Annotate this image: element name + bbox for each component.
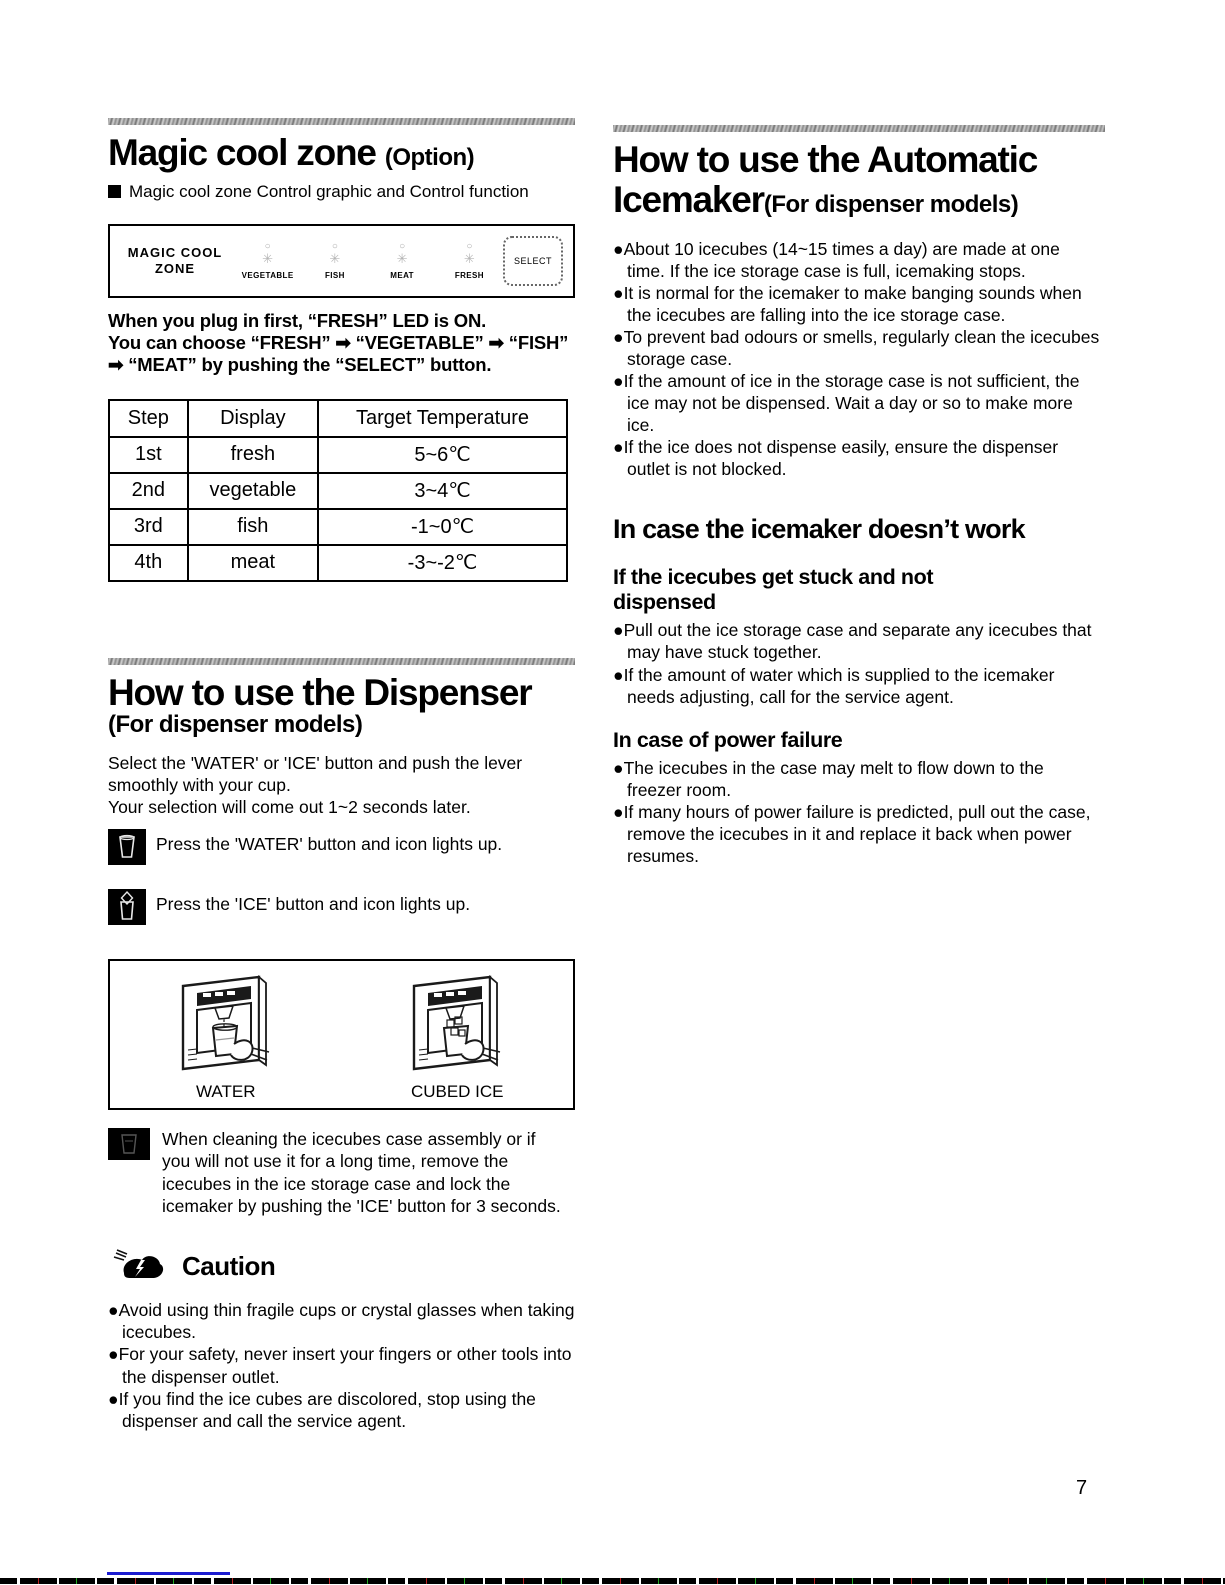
cell-temp: 5~6℃	[318, 437, 567, 473]
stuck-icecubes-title: If the icecubes get stuck and not dispensed	[613, 565, 934, 614]
ice-button-icon	[108, 889, 146, 925]
bottom-dashed-rule	[0, 1578, 1225, 1584]
col-header-display: Display	[188, 400, 318, 437]
cell-step: 3rd	[109, 509, 188, 545]
icemaker-bullet: ●If the ice does not dispense easily, ensure the dispenser outlet is not blocked.	[613, 437, 1059, 480]
water-instruction-row	[108, 829, 575, 865]
led-icon: ○	[399, 241, 406, 253]
vegetable-icon: ✳	[262, 251, 274, 267]
caution-bullet: ●Avoid using thin fragile cups or crystal glasses when taking icecubes.	[108, 1300, 575, 1343]
cleaning-note	[108, 1128, 575, 1218]
caution-bullet: ●For your safety, never insert your fingers or other tools into the dispenser outlet.	[108, 1344, 572, 1387]
icemaker-bullet: ●It is normal for the icemaker to make banging sounds when the icecubes are falling into the ice storage case.	[613, 283, 1082, 326]
cell-step: 2nd	[109, 473, 188, 509]
cell-step: 1st	[109, 437, 188, 473]
cell-display: fresh	[188, 437, 318, 473]
caution-hand-icon	[108, 1247, 166, 1285]
water-dispenser-illustration	[131, 972, 321, 1102]
zone-indicator-meat	[369, 242, 436, 279]
caution-header	[108, 1247, 575, 1285]
cleaning-note-text: When cleaning the icecubes case assembly or if you will not use it for a long time, remove the icecubes in the ice storage case and lock the icemaker by pushing the 'ICE' button for 3 seconds.	[162, 1128, 561, 1216]
square-bullet-icon	[108, 185, 121, 198]
col-header-target-temperature: Target Temperature	[318, 400, 567, 437]
magic-cool-zone-title-text: Magic cool zone	[108, 132, 376, 173]
cell-display: fish	[188, 509, 318, 545]
plug-in-instructions	[108, 310, 575, 377]
zone-indicator-vegetable	[234, 242, 301, 279]
plug-line-3: ➡ “MEAT” by pushing the “SELECT” button.	[108, 354, 492, 376]
led-icon: ○	[331, 241, 338, 253]
cell-temp: 3~4℃	[318, 473, 567, 509]
plug-line-2: You can choose “FRESH” ➡ “VEGETABLE” ➡ “FISH”	[108, 332, 569, 354]
section-divider	[108, 118, 575, 125]
caution-bullet: ●If you find the ice cubes are discolored, stop using the dispenser and call the service agent.	[108, 1388, 536, 1431]
led-icon: ○	[264, 241, 271, 253]
zone-label: MEAT	[390, 270, 414, 280]
blue-underline	[107, 1572, 230, 1575]
table-row	[109, 545, 567, 581]
meat-icon: ✳	[396, 251, 408, 267]
zone-indicator-fresh	[436, 242, 503, 279]
select-button: SELECT	[503, 236, 563, 286]
temperature-table	[108, 399, 568, 582]
cell-display: meat	[188, 545, 318, 581]
water-button-icon	[108, 829, 146, 865]
caution-title: Caution	[182, 1250, 276, 1281]
zone-label: FRESH	[454, 270, 484, 280]
panel-brand-line1: MAGIC COOL	[127, 244, 223, 260]
magic-cool-zone-title	[108, 133, 575, 173]
plug-line-1: When you plug in first, “FRESH” LED is ON.	[108, 309, 487, 331]
section-divider	[613, 125, 1105, 132]
fresh-icon: ✳	[463, 251, 475, 267]
icemaker-title-models: (For dispenser models)	[763, 190, 1019, 218]
cell-temp: -1~0℃	[318, 509, 567, 545]
dispenser-para-line2: Your selection will come out 1~2 seconds later.	[108, 797, 471, 818]
cell-temp: -3~-2℃	[318, 545, 567, 581]
col-header-step: Step	[109, 400, 188, 437]
cell-display: vegetable	[188, 473, 318, 509]
table-row	[109, 509, 567, 545]
fish-icon: ✳	[329, 251, 341, 267]
page-number: 7	[1076, 1477, 1088, 1499]
caution-bullets	[108, 1299, 575, 1431]
figure-label-water: WATER	[196, 1081, 256, 1101]
stuck-icecubes-bullets	[613, 619, 1105, 707]
figure-label-cubed-ice: CUBED ICE	[410, 1081, 504, 1101]
dispenser-figure	[108, 959, 575, 1110]
magic-cool-zone-subtitle-text: Magic cool zone Control graphic and Control function	[129, 181, 529, 201]
icemaker-bullet: ●To prevent bad odours or smells, regularly clean the icecubes storage case.	[613, 327, 1100, 370]
table-row	[109, 473, 567, 509]
cubed-ice-dispenser-illustration	[362, 972, 552, 1102]
power-bullet: ●The icecubes in the case may melt to flow down to the freezer room.	[613, 758, 1044, 801]
stuck-bullet: ●Pull out the ice storage case and separate any icecubes that may have stuck together.	[613, 620, 1092, 663]
icemaker-title	[613, 140, 1105, 220]
icemaker-bullets	[613, 238, 1105, 481]
water-instruction-text: Press the 'WATER' button and icon lights up.	[156, 833, 503, 854]
icemaker-title-word: Icemaker	[613, 178, 764, 220]
section-divider	[108, 658, 575, 665]
zone-label: FISH	[324, 270, 345, 280]
dispenser-paragraph	[108, 752, 575, 819]
icemaker-bullet: ●About 10 icecubes (14~15 times a day) are made at one time. If the ice storage case is full, icemaking stops.	[613, 238, 1060, 281]
icemaker-bullet: ●If the amount of ice in the storage case is not sufficient, the ice may not be dispensed. Wait a day or so to make more ice.	[613, 371, 1080, 436]
panel-brand-label	[116, 245, 234, 278]
led-icon: ○	[466, 241, 473, 253]
left-column	[108, 118, 575, 1432]
right-column	[613, 125, 1105, 867]
zone-label: VEGETABLE	[241, 270, 294, 280]
icemaker-title-line1: How to use the Automatic	[613, 139, 1038, 180]
stuck-bullet: ●If the amount of water which is supplied to the icemaker needs adjusting, call for the service agent.	[613, 664, 1055, 707]
dispenser-subtitle: (For dispenser models)	[108, 711, 363, 739]
icemaker-title-line2	[613, 180, 1105, 220]
troubleshooting-title: In case the icemaker doesn’t work	[613, 514, 1025, 545]
magic-cool-zone-control-panel	[108, 224, 575, 298]
magic-cool-zone-subtitle	[108, 182, 575, 202]
power-failure-bullets	[613, 757, 1105, 867]
panel-brand-line2: ZONE	[154, 260, 196, 276]
zone-indicator-fish	[301, 242, 368, 279]
table-row	[109, 437, 567, 473]
dispenser-para-line1: Select the 'WATER' or 'ICE' button and push the lever smoothly with your cup.	[108, 752, 523, 796]
power-bullet: ●If many hours of power failure is predicted, pull out the case, remove the icecubes in it and replace it back when power resumes.	[613, 802, 1091, 867]
table-header-row	[109, 400, 567, 437]
note-icon	[108, 1128, 150, 1160]
ice-instruction-text: Press the 'ICE' button and icon lights up.	[156, 893, 471, 914]
magic-cool-zone-title-option: (Option)	[384, 144, 475, 171]
dispenser-title: How to use the Dispenser	[108, 671, 532, 713]
cell-step: 4th	[109, 545, 188, 581]
power-failure-title: In case of power failure	[613, 727, 843, 752]
ice-instruction-row	[108, 889, 575, 925]
